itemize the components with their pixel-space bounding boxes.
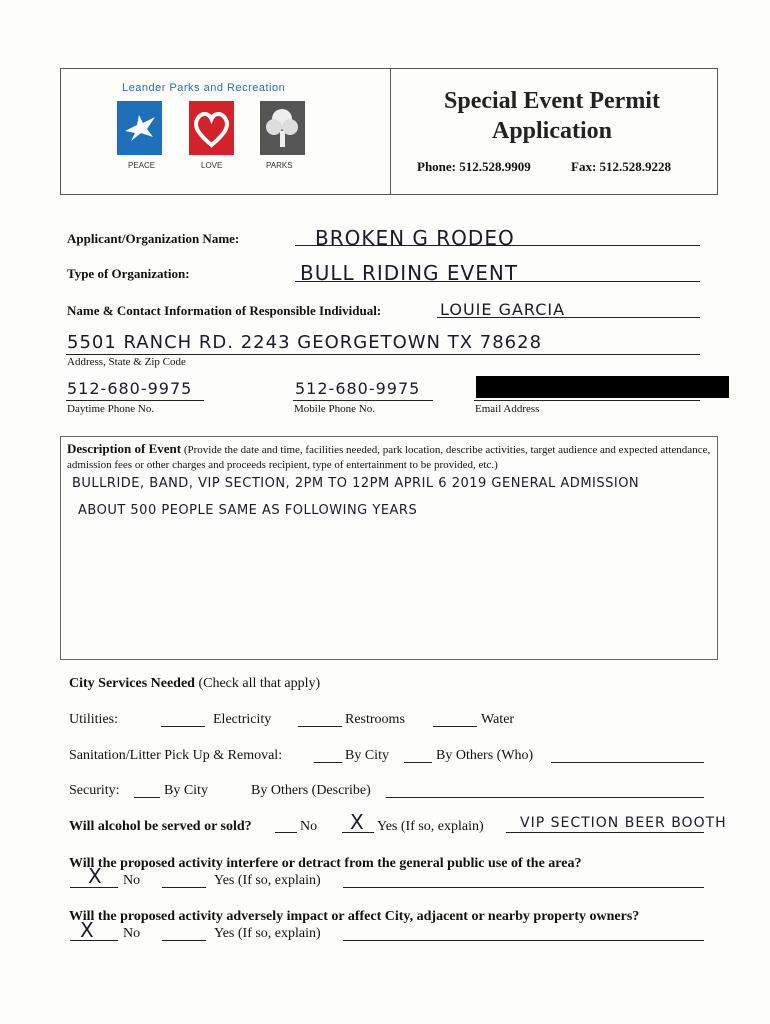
description-line-1[interactable]: BULLRIDE, BAND, VIP SECTION, 2PM TO 12PM APRIL 6 2019 GENERAL ADMISSION	[72, 476, 640, 491]
interfere-explain-line[interactable]	[343, 887, 704, 888]
services-heading-row	[69, 676, 320, 692]
interfere-yes-label: Yes (If so, explain)	[214, 873, 321, 888]
daytime-phone-line	[66, 400, 204, 401]
alcohol-explain-line[interactable]	[506, 832, 704, 833]
logo-label-parks: PARKS	[266, 161, 293, 170]
impact-yes-label: Yes (If so, explain)	[214, 926, 321, 941]
description-instructions	[67, 441, 712, 473]
page-title	[392, 86, 712, 146]
email-redaction	[476, 376, 729, 398]
mobile-phone-label: Mobile Phone No.	[294, 403, 375, 415]
address-label: Address, State & Zip Code	[67, 356, 186, 368]
address-line	[66, 354, 700, 355]
alcohol-yes-mark: X	[350, 810, 365, 834]
sanitation-by-city-checkbox[interactable]	[314, 762, 342, 763]
daytime-phone-value[interactable]: 512-680-9975	[67, 379, 193, 398]
interfere-yes-checkbox[interactable]	[162, 887, 206, 888]
impact-no-mark: X	[80, 918, 95, 942]
electricity-label: Electricity	[213, 712, 272, 727]
org-type-value[interactable]: BULL RIDING EVENT	[300, 261, 519, 285]
utilities-label: Utilities:	[69, 712, 118, 727]
peace-dove-logo	[117, 101, 162, 155]
mobile-phone-value[interactable]: 512-680-9975	[295, 379, 421, 398]
security-by-city-checkbox[interactable]	[134, 797, 160, 798]
phone-number: Phone: 512.528.9909	[417, 159, 531, 174]
org-banner: Leander Parks and Recreation	[122, 82, 286, 94]
security-by-city-label: By City	[164, 783, 208, 798]
title-line-1: Special Event Permit	[444, 88, 660, 114]
alcohol-yes-label: Yes (If so, explain)	[377, 819, 484, 834]
responsible-value[interactable]: LOUIE GARCIA	[440, 300, 566, 319]
address-value[interactable]: 5501 RANCH RD. 2243 GEORGETOWN TX 78628	[67, 332, 543, 353]
logo-label-peace: PEACE	[128, 161, 156, 170]
fax-number: Fax: 512.528.9228	[571, 159, 672, 174]
org-type-label: Type of Organization:	[67, 266, 190, 281]
sanitation-label: Sanitation/Litter Pick Up & Removal:	[69, 748, 283, 763]
alcohol-no-label: No	[300, 819, 318, 834]
restrooms-label: Restrooms	[345, 712, 405, 727]
responsible-label: Name & Contact Information of Responsible Individual:	[67, 303, 382, 318]
love-heart-logo	[189, 101, 234, 155]
security-by-others-label: By Others (Describe)	[251, 783, 371, 798]
sanitation-by-others-label: By Others (Who)	[436, 748, 534, 763]
description-instructions-text: (Provide the date and time, facilities needed, park location, describe activities, target audience and expected attendance, admission fees or other charges and proceeds recipient, type of entertainment to be provided, etc.)	[67, 444, 711, 471]
email-line	[474, 400, 700, 401]
water-checkbox[interactable]	[433, 726, 477, 727]
email-label: Email Address	[475, 403, 540, 415]
electricity-checkbox[interactable]	[161, 726, 205, 727]
interfere-question: Will the proposed activity interfere or detract from the general public use of the area?	[69, 856, 582, 871]
impact-question: Will the proposed activity adversely impact or affect City, adjacent or nearby property owners?	[69, 909, 640, 924]
description-line-2[interactable]: ABOUT 500 PEOPLE SAME AS FOLLOWING YEARS	[78, 503, 418, 518]
org-name-value[interactable]: BROKEN G RODEO	[315, 226, 515, 250]
header-divider	[390, 68, 391, 194]
security-label: Security:	[69, 783, 120, 798]
services-note: (Check all that apply)	[198, 676, 321, 691]
org-name-label: Applicant/Organization Name:	[67, 231, 240, 246]
impact-no-label: No	[123, 926, 141, 941]
water-label: Water	[481, 712, 515, 727]
alcohol-explain-value[interactable]: VIP SECTION BEER BOOTH	[520, 815, 727, 831]
sanitation-who-line[interactable]	[551, 762, 704, 763]
sanitation-by-others-checkbox[interactable]	[404, 762, 432, 763]
alcohol-question: Will alcohol be served or sold?	[69, 819, 252, 834]
logo-label-love: LOVE	[201, 161, 223, 170]
interfere-no-mark: X	[88, 864, 103, 888]
interfere-no-label: No	[123, 873, 141, 888]
services-heading: City Services Needed	[69, 676, 195, 691]
restrooms-checkbox[interactable]	[298, 726, 342, 727]
parks-tree-logo	[260, 101, 305, 155]
title-line-2: Application	[491, 118, 613, 144]
security-describe-line[interactable]	[386, 797, 704, 798]
impact-yes-checkbox[interactable]	[162, 940, 206, 941]
mobile-phone-line	[293, 400, 433, 401]
impact-explain-line[interactable]	[343, 940, 704, 941]
description-heading: Description of Event	[67, 441, 182, 456]
daytime-phone-label: Daytime Phone No.	[67, 403, 155, 415]
sanitation-by-city-label: By City	[345, 748, 389, 763]
alcohol-no-checkbox[interactable]	[275, 832, 297, 833]
